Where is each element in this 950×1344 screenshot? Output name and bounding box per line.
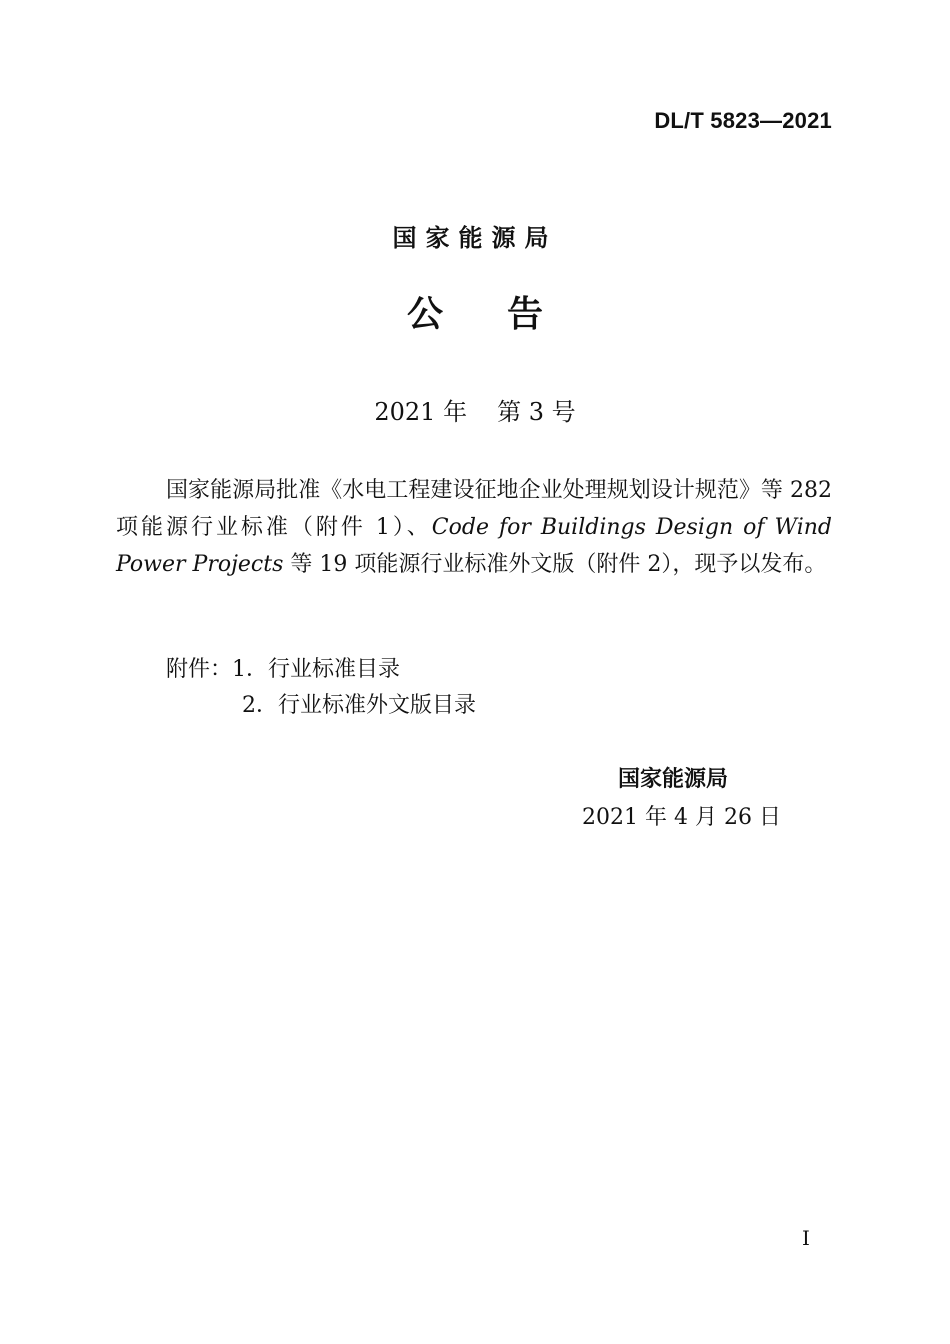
standard-code: DL/T 5823—2021	[654, 108, 832, 133]
attachment-item: 2．行业标准外文版目录	[242, 693, 476, 718]
english-title: Code for Buildings Design of Wind Power Projects	[116, 515, 832, 577]
issuer-name: 国家能源局	[392, 224, 558, 252]
attachments-list	[166, 652, 476, 724]
signature-date: 2021 年 4 月 26 日	[582, 805, 781, 830]
body-part-1: 国家能源局批准《水电工程建设征地企业处理规划设计规范》等 282 项能源行业标准（附件 1）、	[116, 478, 832, 540]
notice-year: 2021 年	[374, 398, 468, 426]
signature-organization: 国家能源局	[618, 767, 729, 792]
notice-number	[0, 392, 950, 427]
attachment-row-2	[166, 688, 476, 724]
body-part-2: 等 19 项能源行业标准外文版（附件 2），现予以发布。	[283, 552, 827, 577]
attachment-item: 1．行业标准目录	[232, 657, 401, 682]
page-number: I	[802, 1226, 810, 1250]
attachment-row-1	[166, 652, 476, 688]
notice-no: 第 3 号	[497, 398, 576, 426]
attachments-label: 附件：	[166, 657, 233, 682]
document-title: 公告	[406, 294, 607, 335]
notice-body	[116, 472, 832, 583]
